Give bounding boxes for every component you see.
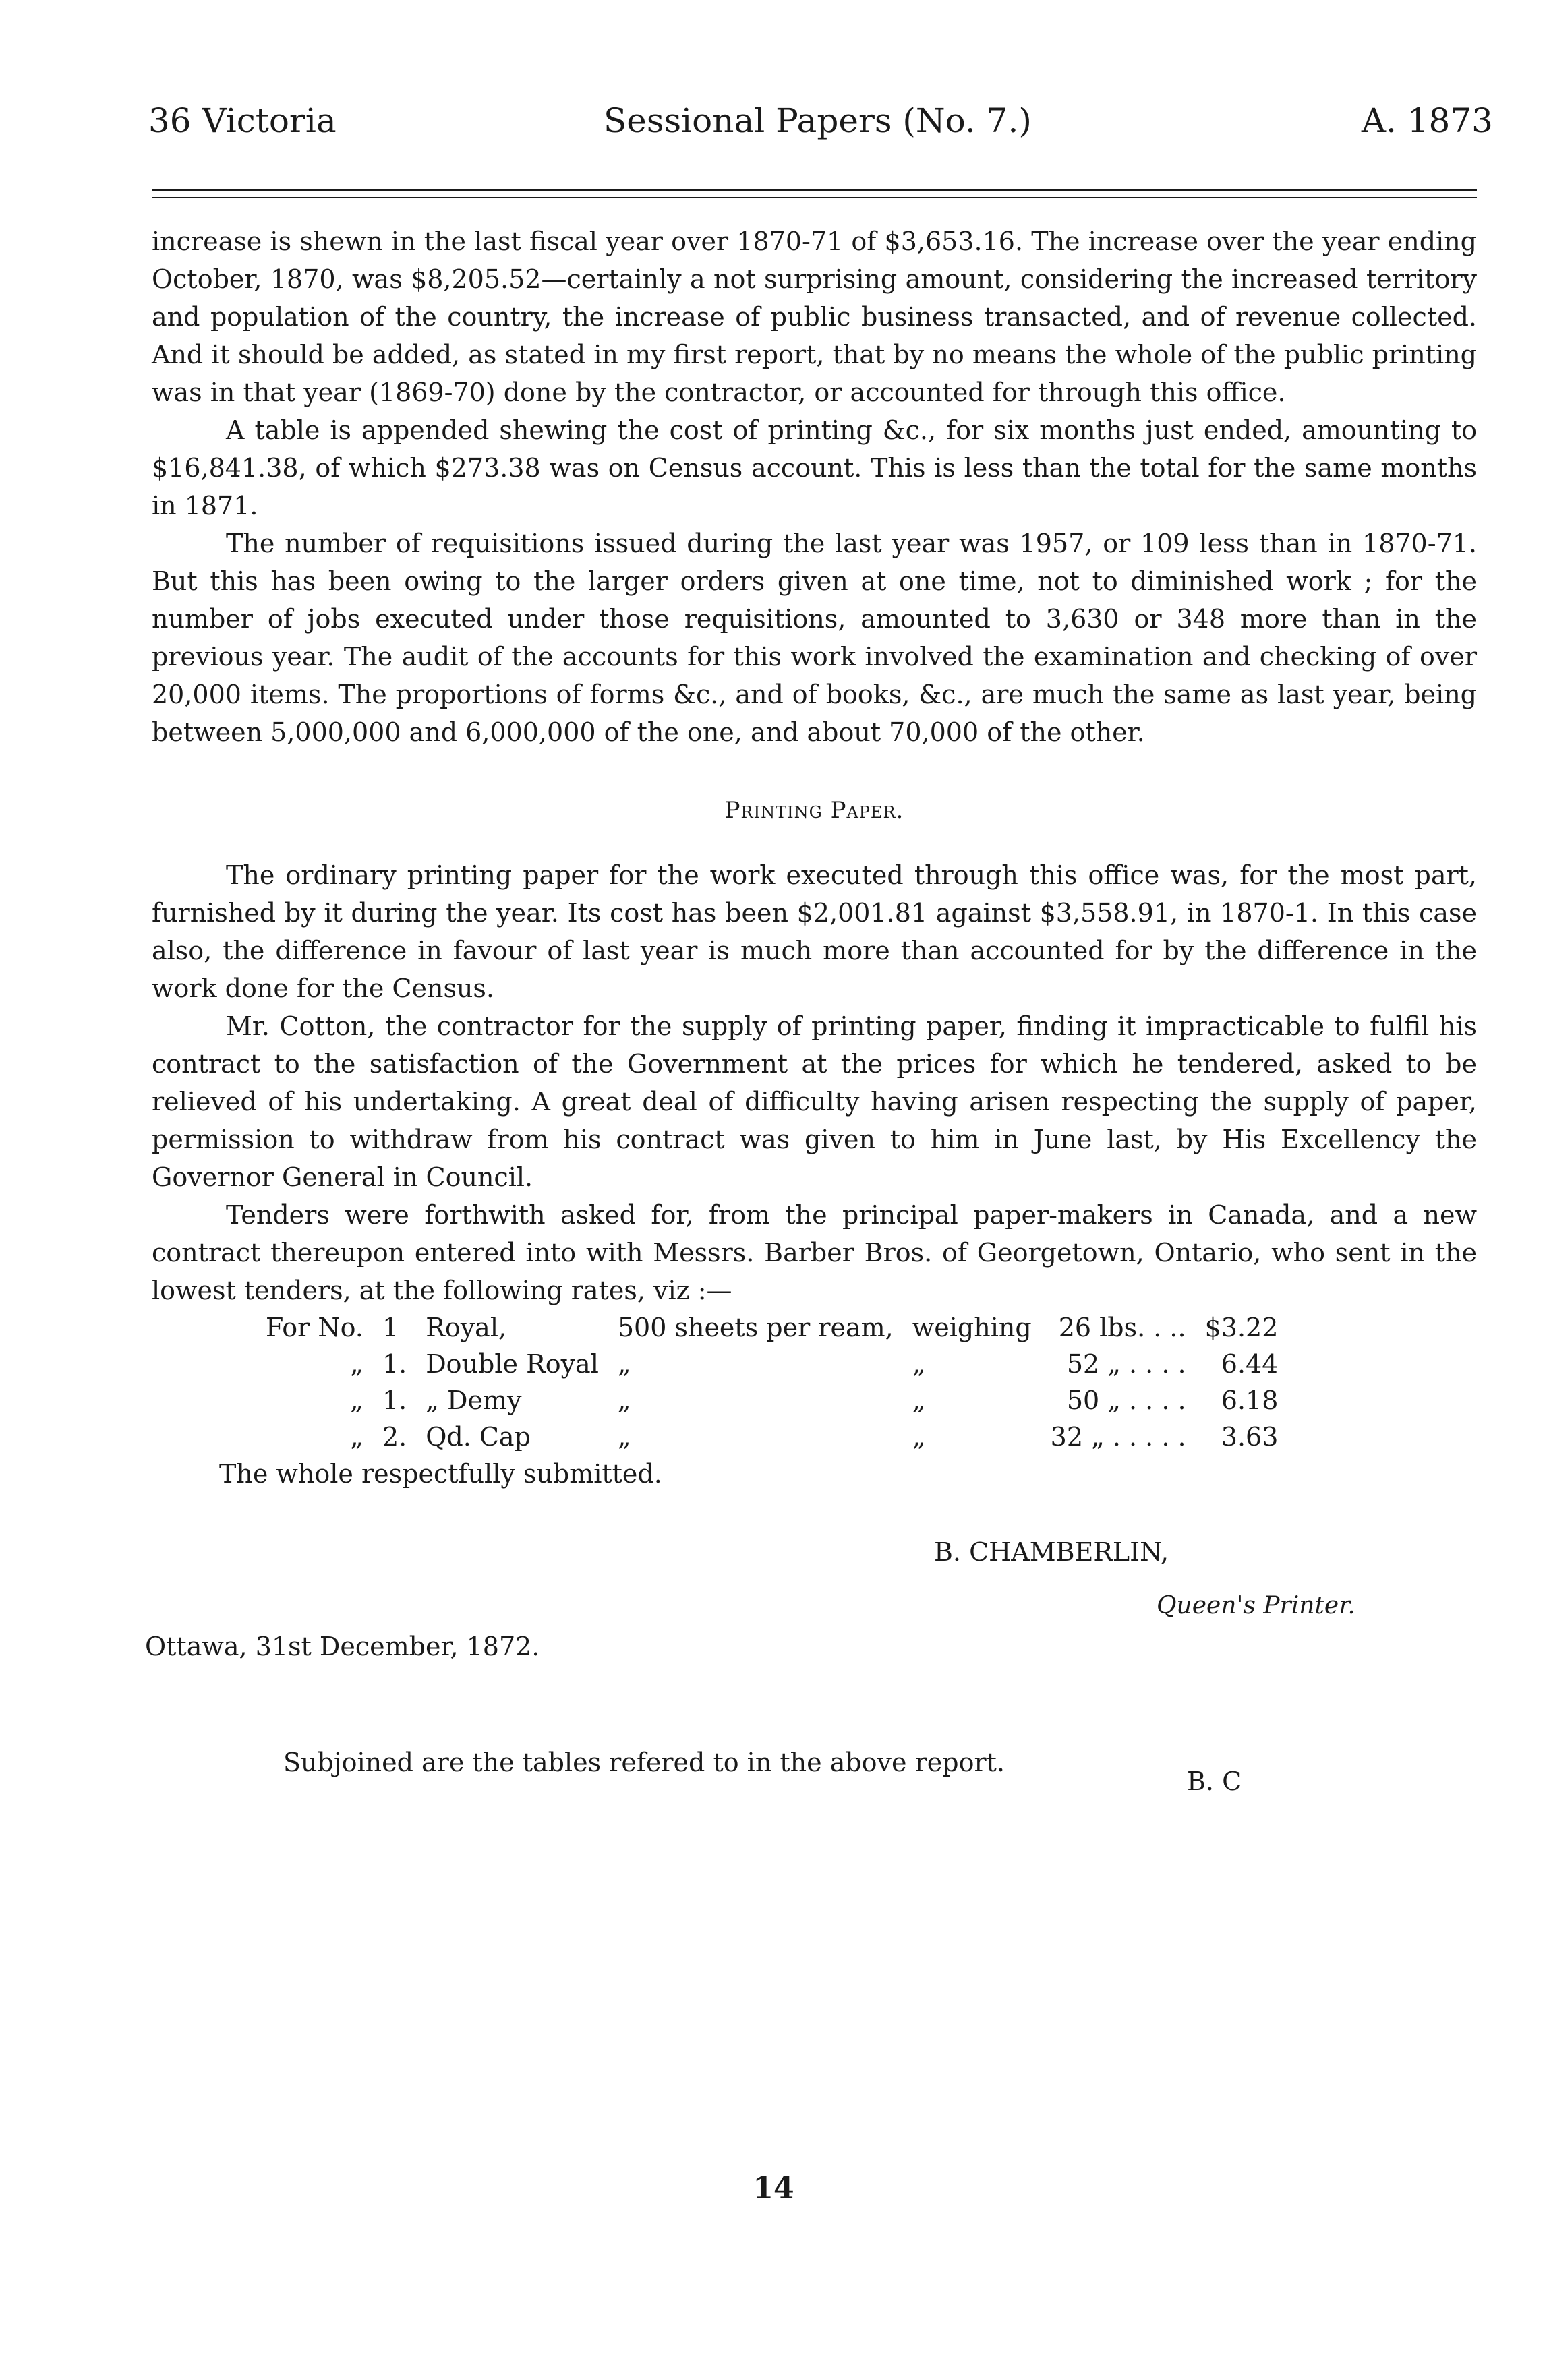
subjoined-note: Subjoined are the tables refered to in the above report. bbox=[283, 1748, 1005, 1777]
header-center: Sessional Papers (No. 7.) bbox=[604, 101, 1032, 140]
rate-prefix: „ bbox=[350, 1422, 363, 1452]
table-row bbox=[256, 1309, 1287, 1346]
rate-kind: Double Royal bbox=[426, 1349, 599, 1379]
rate-prefix: „ bbox=[350, 1386, 363, 1415]
rate-weighing: weighing bbox=[912, 1313, 1032, 1342]
rate-prefix: For No. bbox=[266, 1313, 363, 1342]
rate-sheets: „ bbox=[617, 1422, 631, 1452]
rate-weighing: „ bbox=[912, 1349, 926, 1379]
rate-price: 6.44 bbox=[1221, 1349, 1279, 1379]
paragraph-requisitions: The number of requisitions issued during the last year was 1957, or 109 less than in 1870-71. But this has been owing to the larger orders given at one time, not to diminished work ; for the number of jobs executed under those requisitions, amounted to 3,630 or 348 more than in the previous year. The audit of the accounts for this work involved the examination and checking of over 20,000 items. The proportions of forms &c., and of books, &c., are much the same as last year, being between 5,000,000 and 6,000,000 of the one, and about 70,000 of the other. bbox=[152, 529, 1477, 747]
rate-price: $3.22 bbox=[1204, 1313, 1279, 1342]
signature-title: Queen's Printer. bbox=[1157, 1592, 1355, 1619]
page-number: 14 bbox=[753, 2171, 794, 2205]
rate-kind: Royal, bbox=[426, 1313, 507, 1342]
paragraph-ordinary-paper: The ordinary printing paper for the work executed through this office was, for the most part, furnished by it during the year. Its cost has been $2,001.81 against $3,558.91, in 1870-1. In this case also, the difference in favour of last year is much more than accounted for by the difference in the work done for the Census. bbox=[152, 860, 1477, 1003]
paragraph-tenders: Tenders were forthwith asked for, from the principal paper-makers in Canada, and a new contract thereupon entered into with Messrs. Barber Bros. of Georgetown, Ontario, who sent in the lowest tenders, at the following rates, viz :— bbox=[152, 1200, 1477, 1305]
report-body bbox=[145, 222, 1477, 1702]
table-row bbox=[256, 1419, 1287, 1455]
signature-block bbox=[145, 1513, 1477, 1702]
rate-number: 2. bbox=[382, 1422, 407, 1452]
table-row bbox=[256, 1382, 1287, 1419]
initials: B. C bbox=[1187, 1766, 1242, 1796]
paragraph-mr-cotton: Mr. Cotton, the contractor for the supply of printing paper, finding it impracticable to fulfil his contract to the satisfaction of the Government at the prices for which he tendered, asked to be relieved of his undertaking. A great deal of difficulty having arisen respecting the supply of paper, permission to withdraw from his contract was given to him in June last, by His Excellency the Governor General in Council. bbox=[152, 1011, 1477, 1192]
running-header bbox=[148, 101, 1493, 155]
place-date: Ottawa, 31st December, 1872. bbox=[145, 1632, 540, 1661]
rate-number: 1 bbox=[382, 1313, 399, 1342]
header-right: A. 1873 bbox=[1361, 101, 1493, 140]
rate-lbs: 32 „ . . . . . bbox=[1050, 1422, 1186, 1452]
rate-kind: „ Demy bbox=[426, 1386, 522, 1415]
rate-kind: Qd. Cap bbox=[426, 1422, 531, 1452]
rate-prefix: „ bbox=[350, 1349, 363, 1379]
rate-sheets: „ bbox=[617, 1386, 631, 1415]
rate-lbs: 50 „ . . . . bbox=[1066, 1386, 1186, 1415]
rate-number: 1. bbox=[382, 1386, 407, 1415]
paragraph-increase: increase is shewn in the last fiscal year over 1870-71 of $3,653.16. The increase over the year ending October, 1870, was $8,205.52—certainly a not surprising amount, considering the increased territory and population of the country, the increase of public business transacted, and of revenue collected. And it should be added, as stated in my first report, that by no means the whole of the public printing was in that year (1869-70) done by the contractor, or accounted for through this office. bbox=[152, 227, 1477, 407]
rate-weighing: „ bbox=[912, 1386, 926, 1415]
header-rule-thin bbox=[152, 197, 1477, 198]
rate-sheets: „ bbox=[617, 1349, 631, 1379]
paragraph-table-appended: A table is appended shewing the cost of printing &c., for six months just ended, amounting to $16,841.38, of which $273.38 was on Census account. This is less than the total for the same months in 1871. bbox=[152, 415, 1477, 520]
rate-price: 3.63 bbox=[1221, 1422, 1279, 1452]
rate-number: 1. bbox=[382, 1349, 407, 1379]
signature-name: B. CHAMBERLIN, bbox=[934, 1537, 1169, 1567]
closing-line: The whole respectfully submitted. bbox=[219, 1459, 662, 1489]
rate-sheets: 500 sheets per ream, bbox=[617, 1313, 894, 1342]
rate-lbs: 52 „ . . . . bbox=[1066, 1349, 1186, 1379]
header-rule-thick bbox=[152, 189, 1477, 191]
table-row bbox=[256, 1346, 1287, 1382]
paper-rates-table bbox=[256, 1309, 1287, 1455]
header-left: 36 Victoria bbox=[148, 101, 337, 140]
rate-lbs: 26 lbs. . .. bbox=[1058, 1313, 1186, 1342]
rate-price: 6.18 bbox=[1221, 1386, 1279, 1415]
rate-weighing: „ bbox=[912, 1422, 926, 1452]
section-heading-printing-paper: Printing Paper. bbox=[724, 797, 904, 824]
